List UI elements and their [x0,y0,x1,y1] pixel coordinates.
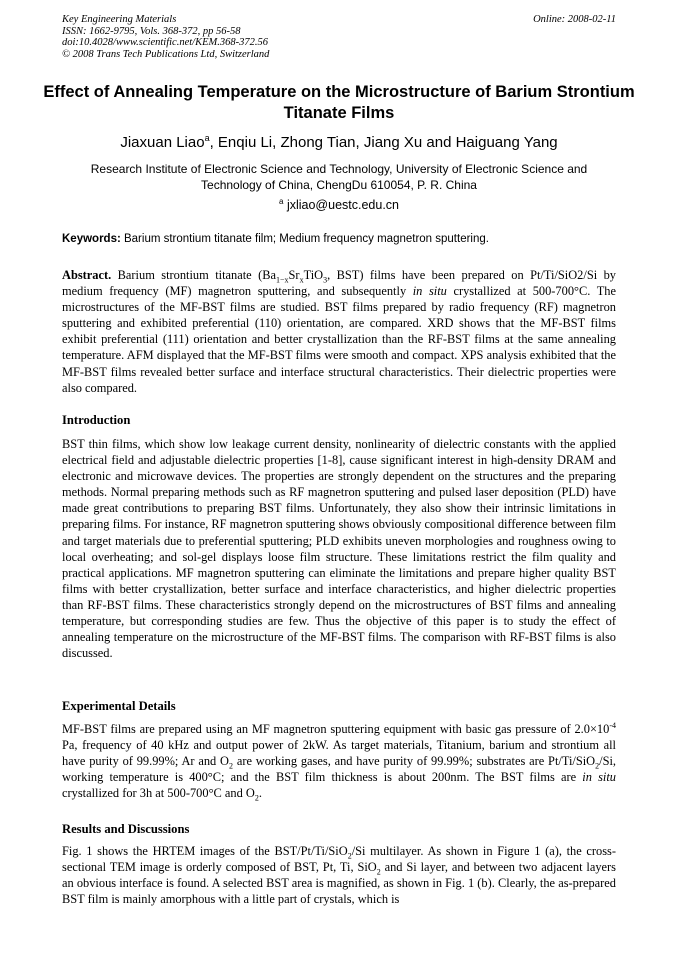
introduction-body [62,436,616,661]
abstract-sub-3: 3 [323,275,328,285]
journal-name: Key Engineering Materials [62,14,177,25]
abstract-text-4: , BST) films have been prepared on Pt/Ti/SiO2/Si by medium frequency (MF) magnetron sputtering, and subsequently [62,268,616,299]
email-line [40,197,638,212]
experimental-body [62,721,616,801]
abstract-sub-1: 1−x [276,275,289,285]
other-authors: , Enqiu Li, Zhong Tian, Jiang Xu and Haiguang Yang [209,134,558,151]
experimental-text-1: MF-BST films are prepared using an MF magnetron sputtering equipment with basic gas pressure of 2.0×10 [62,722,610,736]
experimental-text-5: crystallized for 3h at 500-700°C and O [62,786,255,801]
email-mark: a [279,197,284,206]
abstract [62,267,616,396]
experimental-text-2: Pa, frequency of 40 kHz and output power of 2kW. As target materials, Titanium, barium and strontium all have purity of 99.99%; Ar and O [62,738,616,769]
first-author: Jiaxuan Liao [120,134,205,151]
keywords-text: Barium strontium titanate film; Medium frequency magnetron sputtering. [120,233,489,245]
journal-header [62,14,616,60]
abstract-text-1: Barium strontium titanate (Ba [111,268,277,282]
introduction-text: BST thin films, which show low leakage current density, nonlinearity of dielectric constants with the applied electrical field and adjustable dielectric properties [1-8], cause significant interest in high-density DRAM and electronic and microwave devices. The properties are strongly dependent on the structures and the preparing methods. Normal preparing methods such as RF magnetron sputtering and pulsed laser deposition (PLD) have made great contributions to preparing BST films. Unfortunately, they also show their intrinsic limitations in preparing films. For instance, RF magnetron sputtering shows obviously compositional difference between film and target materials due to preferential sputtering; PLD exhibits uneven morphologies and roughness owing to local overheating; and sol-gel displays loose film structure. These limitations restrict the film quality and practical applications. MF magnetron sputtering can eliminate the limitations and prepare higher quality BST films with better crystallization, better surface and interface characteristics, and higher dielectric properties than RF-BST films. These characteristics strongly depend on the microstructures of BST films and annealing temperature, but corresponding studies are few. Thus the objective of this paper is to study the effect of annealing temperature on the microstructure of the MF-BST films. The comparison with RF-BST films is also discussed. [62,437,616,661]
abstract-sub-2: x [299,275,304,285]
abstract-text-2: Sr [288,268,300,282]
experimental-in-situ: in situ [582,770,616,785]
issn-line: ISSN: 1662-9795, Vols. 368-372, pp 56-58 [62,25,241,37]
affiliation: Research Institute of Electronic Science and Technology, University of Electronic Science and Technology of China, ChengDu 610054, P. R. China [90,162,588,192]
online-date: Online: 2008-02-11 [533,14,616,25]
abstract-label: Abstract. [62,268,112,282]
results-body [62,843,616,907]
experimental-text-6: . [258,786,262,801]
experimental-sub-2: 2 [229,761,234,771]
experimental-text-4: /Si, working temperature is 400°C; and the BST film thickness is about 200nm. The BST films are [62,754,616,785]
author-affil-mark: a [204,133,210,143]
results-text-2: /Si multilayer. As shown in Figure 1 (a), the cross-sectional TEM image is orderly composed of BST, Pt, Ti, SiO [62,844,616,875]
results-sub-1: 2 [347,851,352,861]
experimental-heading: Experimental Details [62,699,176,713]
author-list [40,133,638,151]
email-address: jxliao@uestc.edu.cn [286,198,399,213]
results-text-3: and Si layer, and between two adjacent layers an obvious interface is found. A selected BST area is magnified, as shown in Fig. 1 (b). Clearly, the as-prepared BST film is mainly amorphous with a little part of crystals, which is [62,860,616,907]
paper-title: Effect of Annealing Temperature on the Microstructure of Barium Strontium Titanate Films [43,83,635,122]
experimental-sub-4: 2 [254,793,259,803]
abstract-text-3: TiO [303,268,324,282]
experimental-sub-3: 2 [595,761,600,771]
keywords [62,233,616,245]
doi-line: doi:10.4028/www.scientific.net/KEM.368-372.56 [62,37,268,48]
abstract-text-5: crystallized at 500-700°C. The microstructures of the MF-BST films are studied. BST films prepared by radio frequency (RF) magnetron sputtering and exhibited preferential (110) orientation, are compared. XRD shows that the MF-BST films exhibit preferential (111) orientation and better crystallization than the RF-BST films at the same annealing temperature. AFM displayed that the MF-BST films were smooth and compact. XPS analysis exhibited that the MF-BST films revealed better surface and interface structural characteristics. Their dielectric properties were also compared. [62,284,616,395]
results-heading: Results and Discussions [62,822,190,836]
experimental-text-3: are working gases, and have purity of 99.99%; substrates are Pt/Ti/SiO [233,754,596,769]
results-text-1: Fig. 1 shows the HRTEM images of the BST/Pt/Ti/SiO [62,844,348,858]
results-sub-2: 2 [376,867,381,877]
introduction-heading: Introduction [62,413,131,427]
copyright-line: © 2008 Trans Tech Publications Ltd, Switzerland [62,48,270,60]
abstract-in-situ: in situ [412,284,447,299]
keywords-label: Keywords: [62,233,121,245]
experimental-sup-1: -4 [609,720,616,730]
